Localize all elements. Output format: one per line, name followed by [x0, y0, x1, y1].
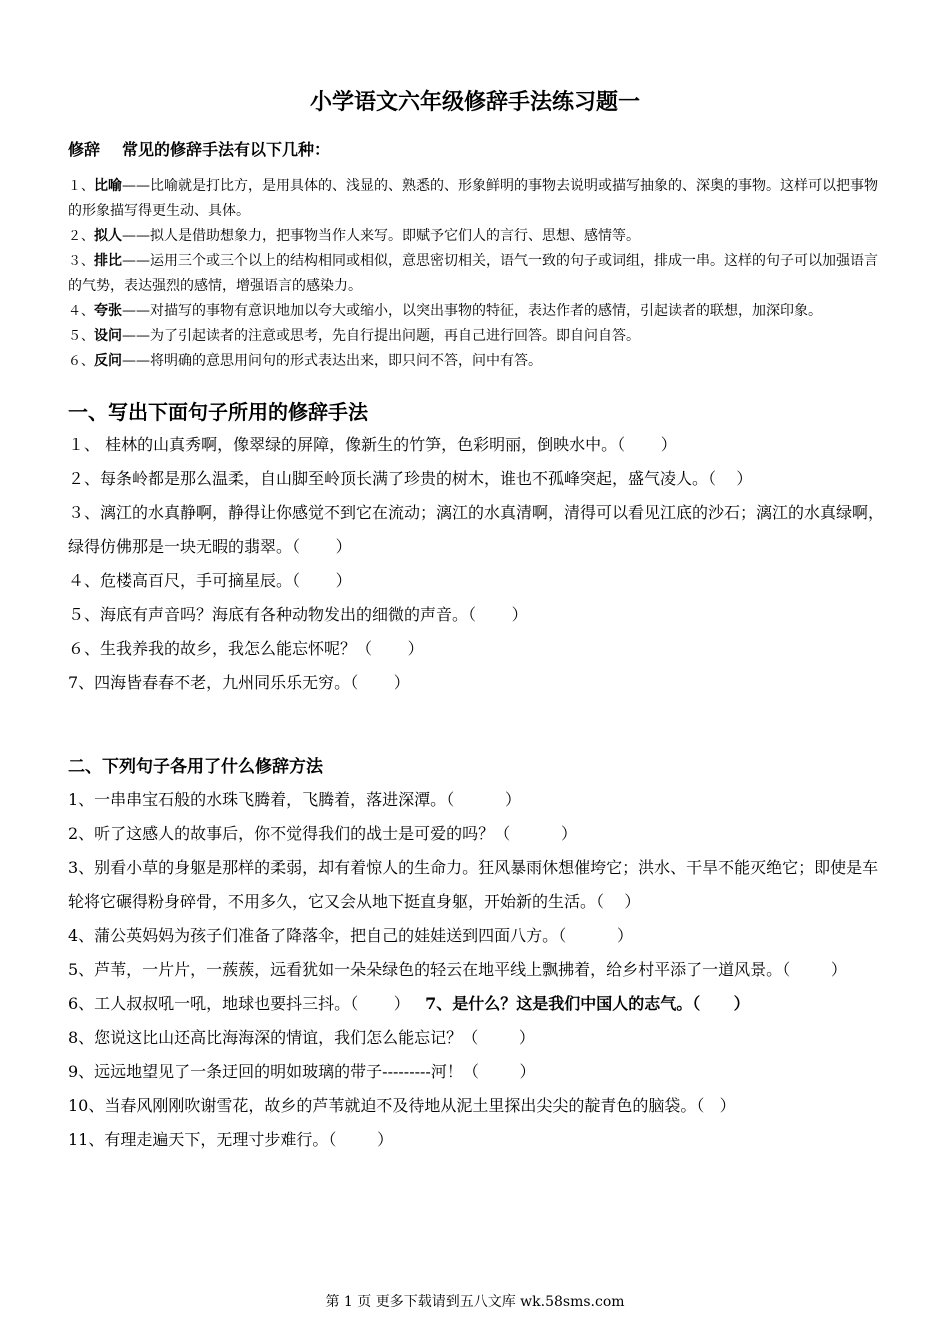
question-text: 4、蒲公英妈妈为孩子们准备了降落伞，把自己的娃娃送到四面八方。	[68, 926, 559, 945]
answer-blank[interactable]: （ ）	[617, 435, 677, 454]
definition-term: 比喻	[94, 178, 123, 194]
definition-text: ——对描写的事物有意识地加以夸大或缩小，以突出事物的特征，表达作者的感情，引起读者的联想，加深印象。	[122, 303, 823, 319]
definition-term: 拟人	[94, 228, 123, 244]
question-text: 9、远远地望见了一条迂回的明如玻璃的带子---------河！	[68, 1062, 463, 1081]
question-item	[68, 953, 888, 987]
definition-item	[68, 224, 888, 249]
answer-blank[interactable]: （ ）	[462, 1062, 536, 1081]
answer-blank[interactable]: （ ）	[558, 926, 634, 945]
definition-term: 设问	[94, 328, 123, 344]
question-item	[68, 632, 888, 666]
question-item	[68, 462, 888, 496]
section2-heading: 二、下列句子各用了什么修辞方法	[68, 757, 323, 777]
question-item	[68, 598, 888, 632]
definitions-list	[68, 174, 888, 374]
question-item	[68, 1089, 888, 1123]
question-item	[68, 1021, 888, 1055]
answer-blank[interactable]: （ ）	[350, 673, 410, 692]
definition-item	[68, 324, 888, 349]
intro-heading	[68, 139, 330, 161]
question-text: 6、工人叔叔吼一吼，地球也要抖三抖。	[68, 994, 351, 1013]
question-text: 3、别看小草的身躯是那样的柔弱，却有着惊人的生命力。狂风暴雨休想催垮它；洪水、干旱不能灭绝它；即使是车轮将它碾得粉身碎骨，不用多久，它又会从地下挺直身躯，开始新的生活。	[68, 858, 879, 911]
definition-number: ３、	[68, 254, 95, 269]
definition-item	[68, 249, 888, 299]
definition-text: ——将明确的意思用问句的形式表达出来，即只问不答，问中有答。	[122, 353, 543, 369]
intro-text: 常见的修辞手法有以下几种：	[122, 140, 331, 159]
question-text: ４、危楼高百尺，手可摘星辰。	[68, 571, 293, 590]
page-title: 小学语文六年级修辞手法练习题一	[309, 89, 640, 115]
definition-number: １、	[68, 179, 95, 194]
question-text: ６、生我养我的故乡，我怎么能忘怀呢？	[68, 639, 357, 658]
definition-term: 排比	[94, 253, 123, 269]
question-text: ２、每条岭都是那么温柔，自山脚至岭顶长满了珍贵的树木，谁也不孤峰突起，盛气凌人。	[68, 469, 709, 488]
question-text: 7、四海皆春春不老，九州同乐乐无穷。	[68, 673, 351, 692]
answer-blank[interactable]: （ ）	[692, 994, 750, 1013]
definition-item	[68, 299, 888, 324]
definition-text: ——运用三个或三个以上的结构相同或相似，意思密切相关，语气一致的句子或词组，排成一串。这样的句子可以加强语言的气势，表达强烈的感情，增强语言的感染力。	[68, 253, 879, 294]
answer-blank[interactable]: （ ）	[782, 960, 847, 979]
question-text: 5、芦苇，一片片，一蔟蔟，远看犹如一朵朵绿色的轻云在地平线上飘拂着，给乡村平添了一道风景。	[68, 960, 783, 979]
answer-blank[interactable]: （ ）	[328, 1130, 394, 1149]
question-item	[68, 851, 888, 919]
answer-blank[interactable]: （ ）	[708, 469, 753, 488]
question-text: 7、是什么？这是我们中国人的志气。	[425, 994, 693, 1013]
question-text: 1、一串串宝石般的水珠飞腾着，飞腾着，落进深潭。	[68, 790, 447, 809]
answer-blank[interactable]: （ ）	[292, 571, 352, 590]
intro-label: 修辞	[68, 140, 101, 159]
answer-blank[interactable]: （ ）	[446, 790, 522, 809]
answer-blank[interactable]: （ ）	[350, 994, 410, 1013]
definition-number: ５、	[68, 329, 95, 344]
definition-text: ——拟人是借助想象力，把事物当作人来写。即赋予它们人的言行、思想、感情等。	[122, 228, 641, 244]
definition-item	[68, 349, 888, 374]
answer-blank[interactable]: （ ）	[292, 537, 352, 556]
question-item	[68, 428, 888, 462]
definition-term: 反问	[94, 353, 123, 369]
question-text: 8、您说这比山还高比海海深的情谊，我们怎么能忘记？	[68, 1028, 463, 1047]
section1-questions	[68, 428, 888, 700]
definition-item	[68, 174, 888, 224]
page-footer: 第 1 页 更多下载请到五八文库 wk.58sms.com	[325, 1294, 625, 1310]
question-text: 2、听了这感人的故事后，你不觉得我们的战士是可爱的吗？	[68, 824, 495, 843]
answer-blank[interactable]: （ ）	[596, 892, 641, 911]
question-item	[68, 496, 888, 564]
question-item	[68, 1123, 888, 1157]
answer-blank[interactable]: （ ）	[462, 1028, 535, 1047]
answer-blank[interactable]: （ ）	[356, 639, 424, 658]
question-item	[68, 564, 888, 598]
question-item	[68, 1055, 888, 1089]
definition-term: 夸张	[94, 303, 123, 319]
question-item	[68, 783, 888, 817]
definition-number: ２、	[68, 229, 95, 244]
question-text: ３、漓江的水真静啊，静得让你感觉不到它在流动；漓江的水真清啊，清得可以看见江底的沙石；漓江的水真绿啊，绿得仿佛那是一块无暇的翡翠。	[68, 503, 885, 556]
question-text: １、 桂林的山真秀啊，像翠绿的屏障，像新生的竹笋，色彩明丽，倒映水中。	[68, 435, 618, 454]
definition-text: ——比喻就是打比方，是用具体的、浅显的、熟悉的、形象鲜明的事物去说明或描写抽象的、深奥的事物。这样可以把事物的形象描写得更生动、具体。	[68, 178, 879, 219]
definition-number: ４、	[68, 304, 95, 319]
question-item	[68, 666, 888, 700]
section1-heading: 一、写出下面句子所用的修辞手法	[68, 400, 368, 424]
answer-blank[interactable]: （ ）	[494, 824, 578, 843]
question-item	[68, 919, 888, 953]
definition-text: ——为了引起读者的注意或思考，先自行提出问题，再自己进行回答。即自问自答。	[122, 328, 641, 344]
answer-blank[interactable]: （ ）	[696, 1096, 736, 1115]
definition-number: ６、	[68, 354, 95, 369]
section2-questions	[68, 783, 888, 1157]
question-item	[68, 817, 888, 851]
answer-blank[interactable]: （ ）	[468, 605, 528, 624]
question-item-bold	[425, 994, 750, 1013]
question-text: ５、海底有声音吗？海底有各种动物发出的细微的声音。	[68, 605, 469, 624]
question-item	[68, 987, 888, 1021]
question-text: 11、有理走遍天下，无理寸步难行。	[68, 1130, 329, 1149]
question-text: 10、当春风刚刚吹谢雪花，故乡的芦苇就迫不及待地从泥土里探出尖尖的靛青色的脑袋。	[68, 1096, 697, 1115]
